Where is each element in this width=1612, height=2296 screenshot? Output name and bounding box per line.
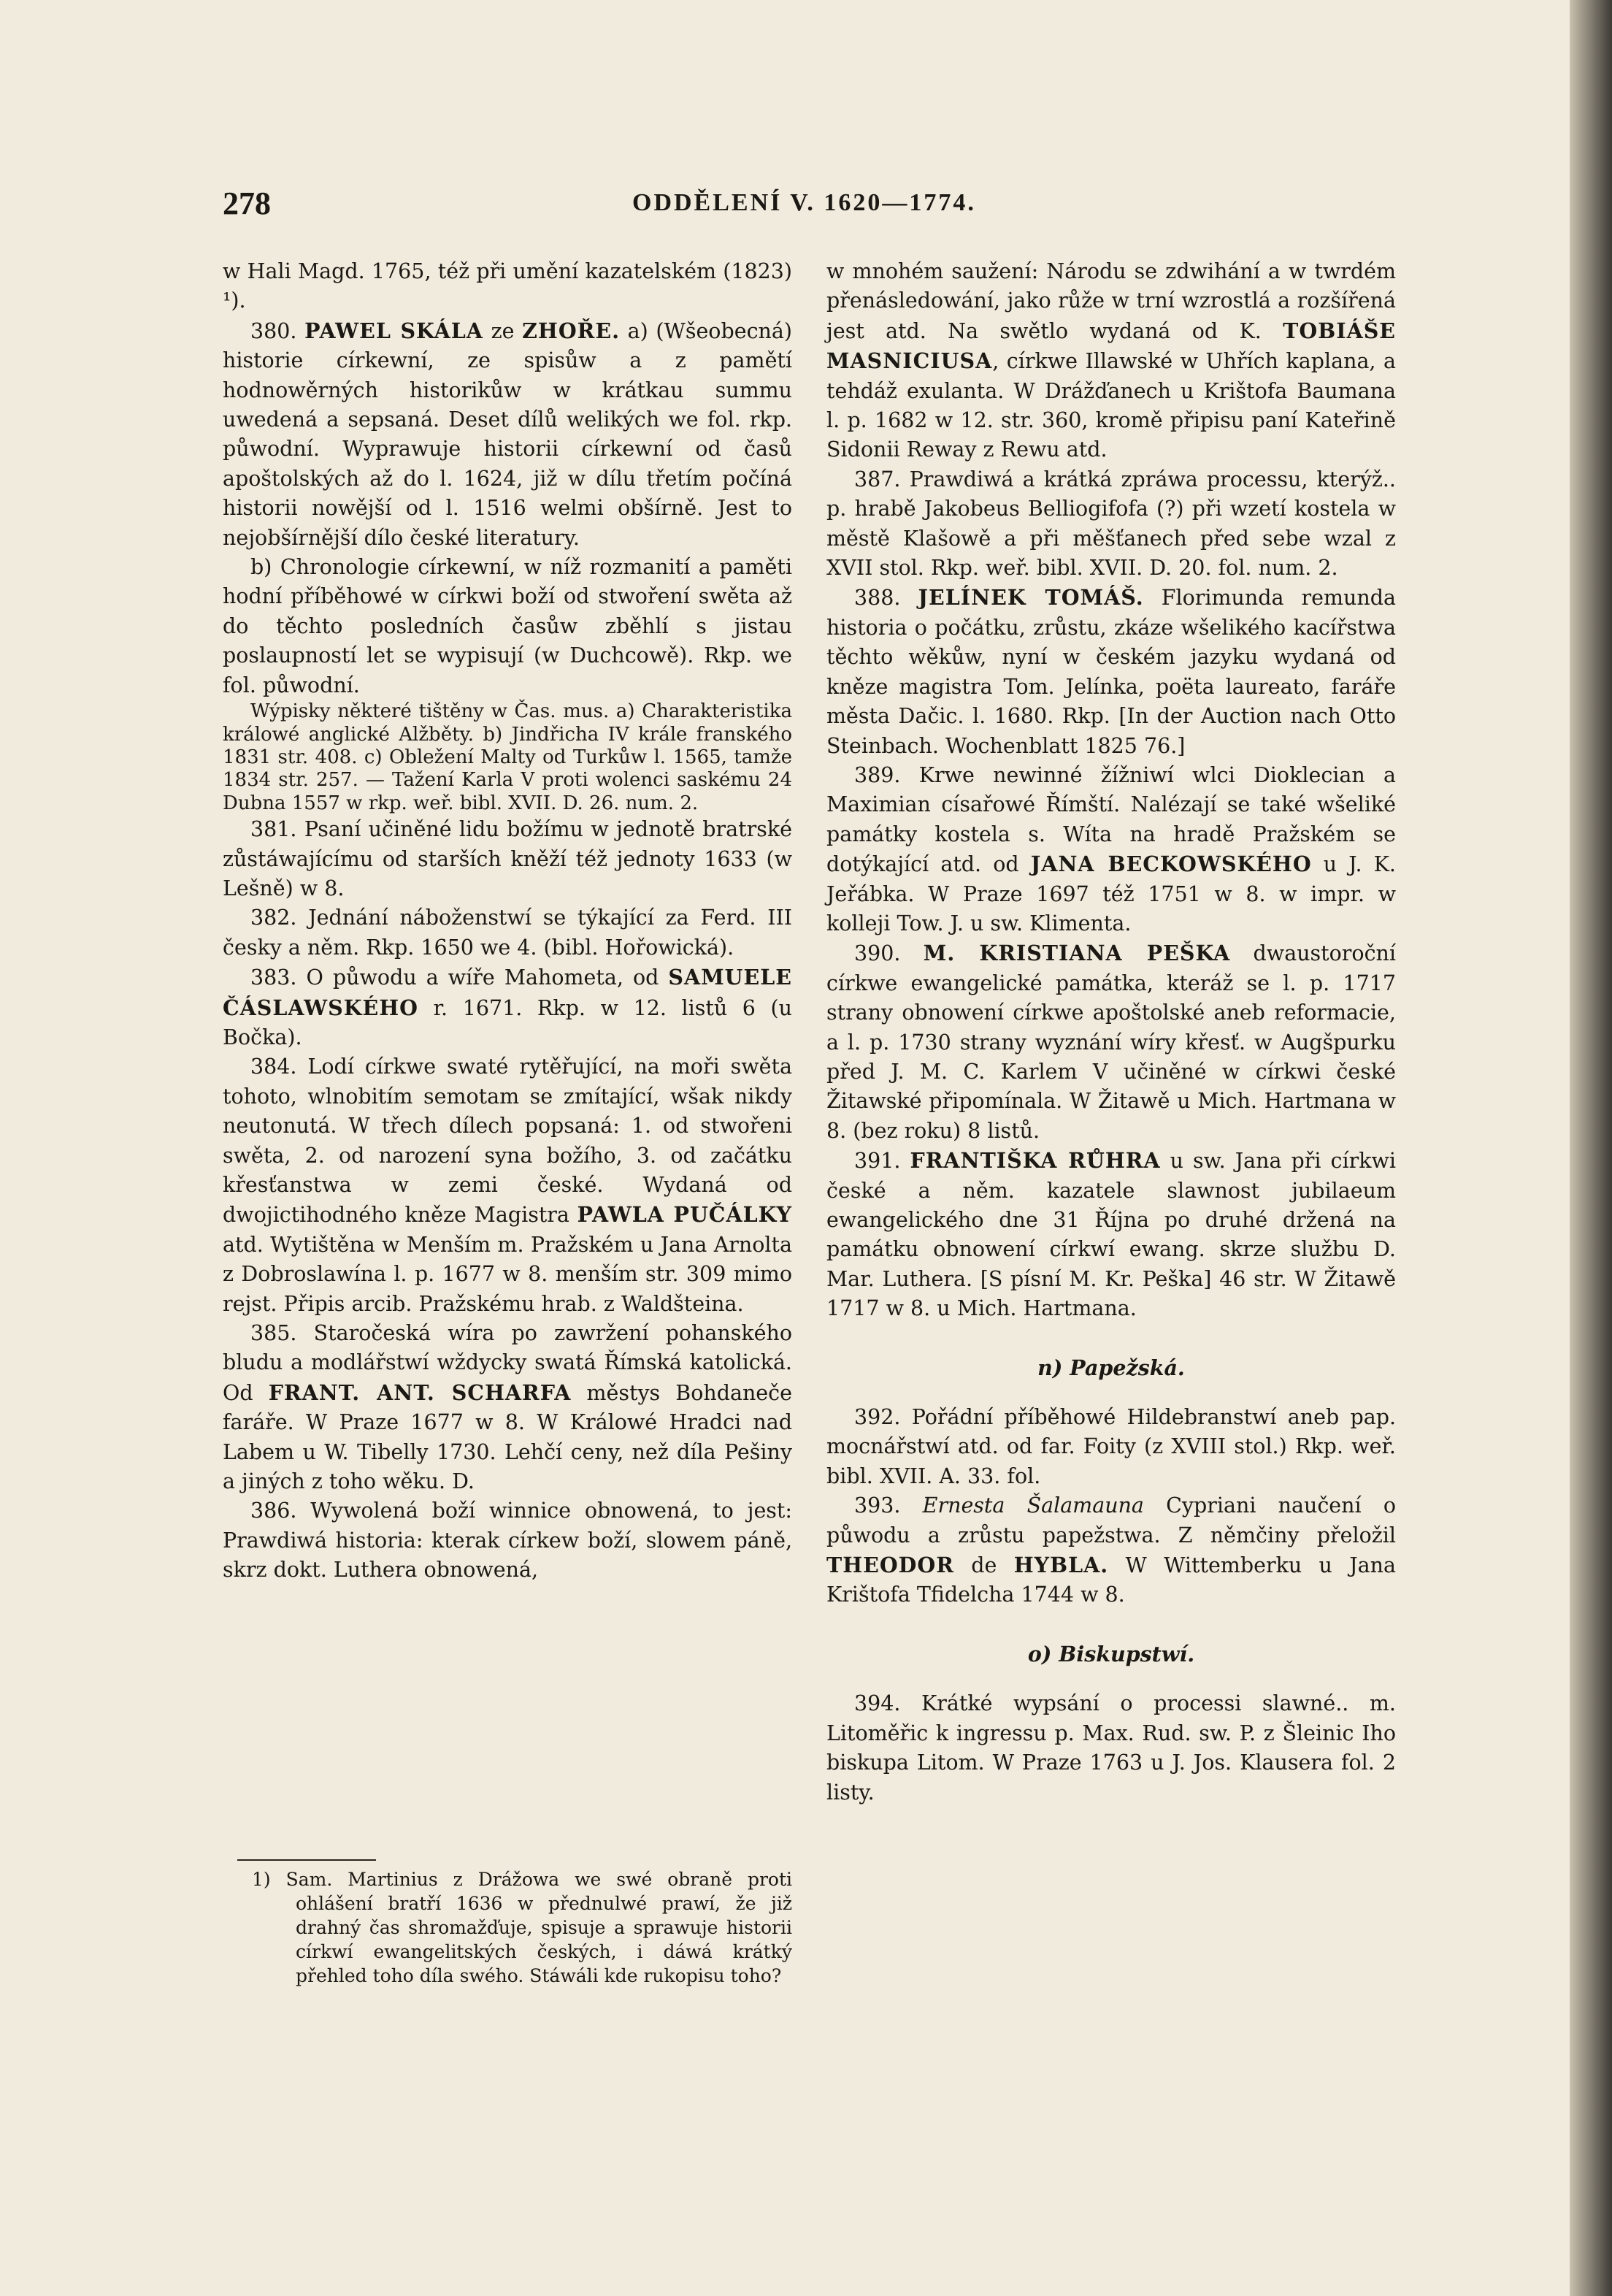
page-number: 278 <box>223 185 271 221</box>
entry-text: u sw. Jana při církwi české a něm. kazatele slawnost jubilaeum ewangelického dne 31 Října po druhé držená na památku obnowení církwí ewang. skrze službu D. Mar. Luthera. [S písní M. Kr. Peška] 46 str. W Žitawě 1717 w 8. u Mich. Hartmana. <box>826 1149 1396 1321</box>
left-column <box>223 257 792 1585</box>
entry-text: 385. Staročeská wíra po zawržení pohanského bludu a modlářstwí wždycky swatá Římská katolická. Od <box>223 1321 792 1405</box>
translator-name: THEODOR <box>826 1553 954 1578</box>
book-spine-shadow <box>1570 0 1612 2296</box>
place-name: ZHOŘE. <box>522 318 620 343</box>
footnote <box>252 1867 792 1988</box>
entry-text: 384. Lodí církwe swaté rytěřující, na moři swěta tohoto, wlnobitím semotam se zmítající, wšak nikdy neutonutá. W třech dílech popsaná: 1. od stwořeni swěta, 2. od narození syna božího, 3. od začátku křesťanstwa w zemi české. Wydaná od dwojictihodného kněze Magistra <box>223 1055 792 1228</box>
author-name: M. KRISTIANA PEŠKA <box>923 941 1231 966</box>
place-name: HYBLA. <box>1013 1553 1109 1578</box>
entry-number: 380. <box>250 318 297 343</box>
author-name: PAWLA PUČÁLKY <box>577 1202 792 1228</box>
entry-384 <box>223 1052 792 1319</box>
entry-number: 390. <box>854 941 924 966</box>
entry-388 <box>826 583 1396 760</box>
entry-text: a) (Wšeobecná) historie církewní, ze spisůw a z pamětí hodnowěrných historikůw w krátkau summu uwedená a sepsaná. Deset dílů welikých we fol. rkp. půwodní. Wyprawuje historii církewní od časů apoštolských až do l. 1624, již w dílu třetím počíná historii nowější od l. 1516 welmi obšírně. Jest to nejobšírnější dílo české literatury. <box>223 318 793 550</box>
entry-number: 393. <box>854 1493 923 1518</box>
entry-text: atd. Wytištěna w Menším m. Pražském u Jana Arnolta z Dobroslawína l. p. 1677 w 8. menším str. 309 mimo rejst. Připis arcib. Pražskému hrab. z Waldšteina. <box>223 1232 792 1316</box>
entry-text: de <box>953 1553 1014 1578</box>
entry-380-note: Wýpisky některé tištěny w Čas. mus. a) Charakteristika králowé anglické Alžběty. b) Jindřicha IV krále franského 1831 str. 408. c) Obležení Malty od Turkůw l. 1565, tamže 1834 str. 257. — Tažení Karla V proti wolenci saskému 24 Dubna 1557 w rkp. weř. bibl. XVII. D. 26. num. 2. <box>223 700 792 814</box>
entry-text: w mnohém saužení: Národu se zdwihání a w twrdém přenásledowání, jako růže w trní wzrostlá a rozšířená jest atd. Na swětlo wydaná od K. <box>826 259 1396 343</box>
entry-394: 394. Krátké wypsání o processi slawné.. m. Litoměřic k ingressu p. Max. Rud. sw. P. z Šleinic Iho biskupa Litom. W Praze 1763 u J. Jos. Klausera fol. 2 listy. <box>826 1691 1396 1805</box>
entry-number: 391. <box>854 1149 910 1174</box>
entry-text: ze <box>483 318 523 343</box>
continued-entry-386 <box>826 257 1396 465</box>
entry-text: r. 1671. Rkp. w 12. listů 6 (u Bočka). <box>223 995 792 1049</box>
entry-text: městys Bohdaneče faráře. W Praze 1677 w 8. W Králowé Hradci nad Labem u W. Tibelly 1730. Lehčí ceny, než díla Pešiny a jiných z toho wěku. D. <box>223 1380 793 1494</box>
entry-text: Cypriani naučení o půwodu a zrůstu papežstwa. Z němčiny přeložil <box>826 1493 1396 1547</box>
author-name: FRANT. ANT. SCHARFA <box>268 1379 572 1405</box>
author-name: Ernesta Šalamauna <box>922 1493 1144 1518</box>
entry-text: u J. K. Jeřábka. W Praze 1697 též 1751 w 8. w impr. w kolleji Tow. J. u sw. Klimenta. <box>826 852 1396 935</box>
entry-386: 386. Wywolená boží winnice obnowená, to jest: Prawdiwá historia: kterak církew boží, slowem páně, skrz dokt. Luthera obnowená, <box>223 1499 792 1583</box>
entry-380-b: b) Chronologie církewní, w níž rozmanití a paměti hodní příběhowé w církwi boží od stwoření swěta až do těchto posledních časůw zběhlí s jistau poslaupností let se wypisují (w Duchcowě). Rkp. we fol. půwodní. <box>223 555 792 697</box>
entry-text: Florimunda remunda historia o počátku, zrůstu, zkáze wšelikého kacířstwa těchto wěkůw, nyní w českém jazyku wydaná od kněze magistra Tom. Jelínka, poëta laureato, faráře města Dačic. l. 1680. Rkp. [In der Auction nach Otto Steinbach. Wochenblatt 1825 76.] <box>826 586 1396 758</box>
entry-381: 381. Psaní učiněné lidu božímu w jednotě bratrské zůstáwajícímu od starších kněží též jednoty 1633 (w Lešně) w 8. <box>223 817 792 900</box>
section-heading-papal: n) Papežská. <box>1037 1355 1185 1380</box>
entry-text: , církwe Illawské w Uhřích kaplana, a tehdáž exulanta. W Drážďanech u Krištofa Baumana l. p. 1682 w 12. str. 360, kromě připisu paní Kateřině Sidonii Reway z Rewu atd. <box>826 349 1396 462</box>
entry-389 <box>826 761 1396 938</box>
entry-390 <box>826 938 1396 1146</box>
footnote-rule <box>237 1859 376 1861</box>
entry-text: 389. Krwe newinné žížniwí wlci Dioklecian a Maximian císařowé Římští. Nalézají se také wšeliké památky kostela s. Wíta na hradě Pražském se dotýkající atd. od <box>826 762 1396 877</box>
entry-number: 388. <box>854 586 918 611</box>
right-column <box>826 257 1396 1807</box>
entry-380 <box>223 316 792 553</box>
entry-385 <box>223 1319 792 1496</box>
continued-entry: w Hali Magd. 1765, též při umění kazatelském (1823) ¹). <box>223 259 792 313</box>
author-name: JELÍNEK TOMÁŠ. <box>918 585 1144 611</box>
entry-text: dwaustoroční církwe ewangelické památka, kteráž se l. p. 1717 strany obnowení církwe apoštolské aneb reformacie, a l. p. 1730 strany wyznání wíry křesť. w Augšpurku před J. M. C. Karlem V učiněné w církwi české Žitawské připomínala. W Žitawě u Mich. Hartmana w 8. (bez roku) 8 listů. <box>826 941 1396 1143</box>
entry-text: W Wittemberku u Jana Krištofa Tfidelcha 1744 w 8. <box>826 1553 1396 1607</box>
section-heading-bishopric: o) Biskupstwí. <box>1027 1641 1195 1666</box>
author-name: JANA BECKOWSKÉHO <box>1030 852 1312 877</box>
entry-391 <box>826 1146 1396 1323</box>
entry-393 <box>826 1491 1396 1610</box>
entry-387: 387. Prawdiwá a krátká zpráwa processu, kterýž.. p. hrabě Jakobeus Belliogifofa (?) při wzetí kostela w městě Klašowě a při měšťanech před sebe wzal z XVII stol. Rkp. weř. bibl. XVII. D. 20. fol. num. 2. <box>826 467 1396 581</box>
author-name: SAMUELE ČÁSLAWSKÉHO <box>223 965 792 1020</box>
entry-text: 383. O půwodu a wíře Mahometa, od <box>250 965 669 990</box>
running-title: ODDĚLENÍ V. 1620—1774. <box>632 189 976 216</box>
author-name: PAWEL SKÁLA <box>304 318 483 343</box>
entry-392: 392. Pořádní příběhowé Hildebranstwí aneb pap. mocnářstwí atd. od far. Foity (z XVIII stol.) Rkp. weř. bibl. XVII. A. 33. fol. <box>826 1405 1396 1488</box>
entry-383 <box>223 963 792 1052</box>
author-name: FRANTIŠKA RŮHRA <box>910 1148 1161 1174</box>
author-name: TOBIÁŠE MASNICIUSA <box>826 318 1396 374</box>
page-header <box>0 185 1570 229</box>
footnote-text: 1) Sam. Martinius z Drážowa we swé obraně proti ohlášení bratří 1636 w přednulwé prawí, že již drahný čas shromažďuje, spisuje a sprawuje historii církwí ewangelitských českých, i dáwá krátký přehled toho díla swého. Stáwáli kde rukopisu toho? <box>252 1869 792 1986</box>
entry-382: 382. Jednání náboženstwí se týkající za Ferd. III česky a něm. Rkp. 1650 we 4. (bibl. Hořowická). <box>223 906 792 960</box>
